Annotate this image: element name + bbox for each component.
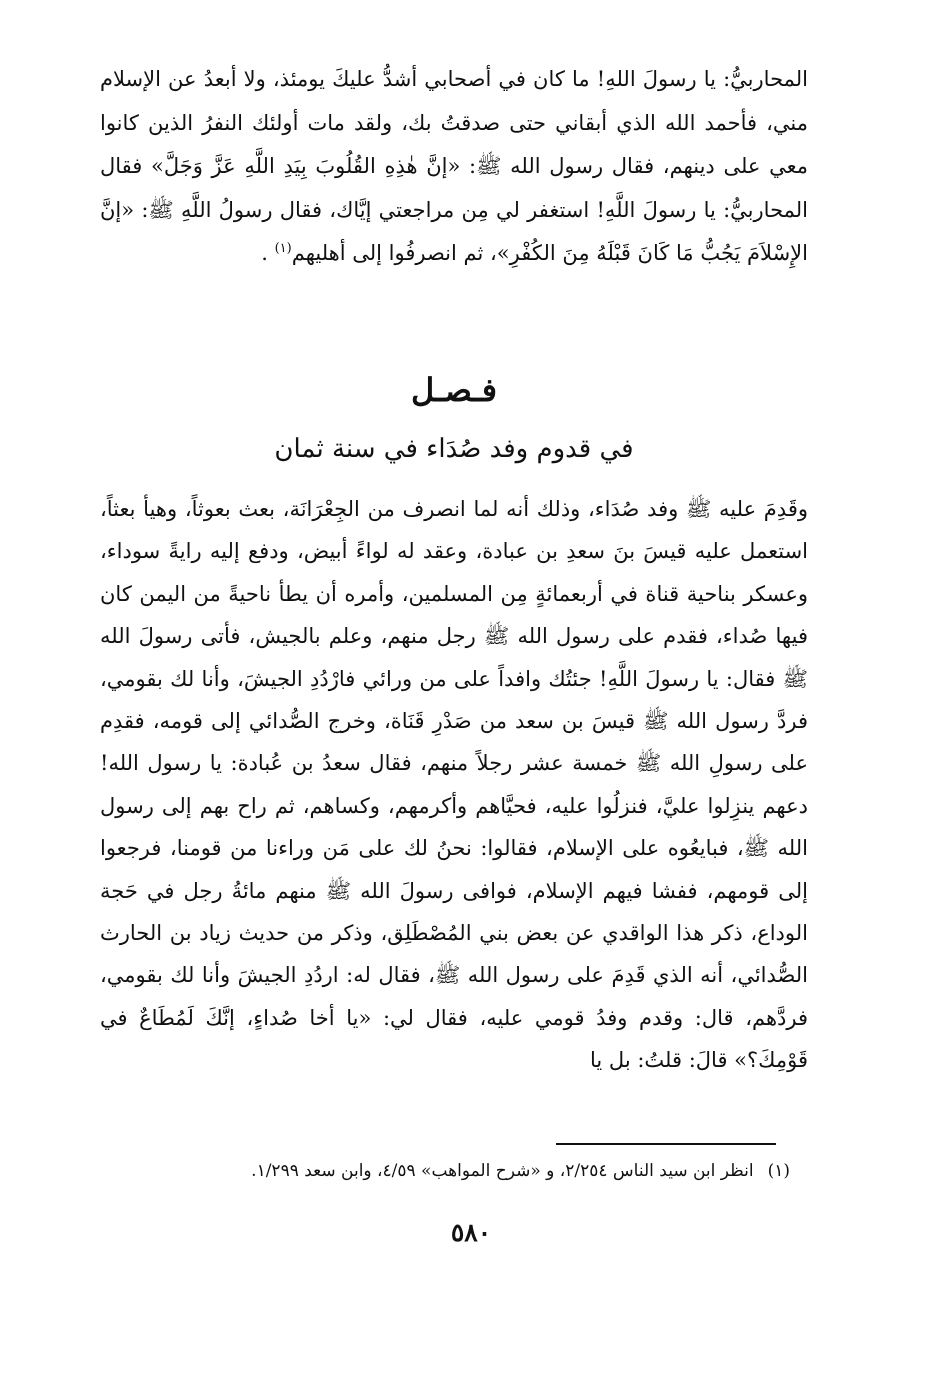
section-subtitle: في قدوم وفد صُدَاء في سنة ثمان: [274, 434, 634, 464]
section-title: فـصـل: [410, 371, 498, 409]
paragraph-main-text: وقَدِمَ عليه ﷺ وفد صُدَاء، وذلك أنه لما انصرف من الجِعْرَانَة، بعث بعوثاً، وهيأ بعثاً، استعمل عليه قيسَ بنَ سعدِ بن عبادة، وعقد له لواءً أبيض، ودفع إليه رايةً سوداء، وعسكر بناحية قناة في أربعمائةٍ مِن المسلمين، وأمره أن يطأ ناحيةً من اليمن كان فيها صُداء، فقدم على رسول الله ﷺ رجل منهم، وعلم بالجيش، فأتى رسولَ الله ﷺ فقال: يا رسولَ اللَّهِ! جئتُك وافداً على من ورائي فارْدُدِ الجيشَ، وأنا لك بقومي، فردَّ رسول الله ﷺ قيسَ بن سعد من صَدْرِ قَنَاة، وخرج الصُّدائي إلى قومه، فقدِم على رسولِ الله ﷺ خمسة عشر رجلاً منهم، فقال سعدُ بن عُبادة: يا رسول الله! دعهم ينزِلوا عليَّ، فنزلُوا عليه، فحيَّاهم وأكرمهم، وكساهم، ثم راح بهم إلى رسول الله ﷺ، فبايعُوه على الإسلام، فقالوا: نحنُ لك على مَن وراءنا من قومنا، فرجعوا إلى قومهم، ففشا فيهم الإسلام، فوافى رسولَ الله ﷺ منهم مائةُ رجل في حَجة الوداع، ذكر هذا الواقدي عن بعض بني المُصْطَلِق، وذكر من حديث زياد بن الحارث الصُّدائي، أنه الذي قَدِمَ على رسول الله ﷺ، فقال له: اردُدِ الجيشَ وأنا لك بقومي، فردَّهم، قال: وقدم وفدُ قومي عليه، فقال لي: «يا أخا صُداءٍ، إنَّكَ لَمُطَاعٌ في قَوْمِكَ؟» قالَ: قلتُ: بل يا: [100, 497, 808, 1073]
footnote: [100, 1156, 790, 1186]
footnote-divider: [556, 1143, 776, 1145]
paragraph-continued-end: .: [261, 241, 275, 265]
paragraph-continued-text: المحاربيُّ: يا رسولَ اللهِ! ما كان في أصحابي أشدُّ عليكَ يومئذ، ولا أبعدُ عن الإسلام مني، فأحمد الله الذي أبقاني حتى صدقتُ بك، ولقد مات أولئك النفرُ الذين كانوا معي على دينهم، فقال رسول الله ﷺ: «إنَّ هٰذِهِ القُلُوبَ بِيَدِ اللَّهِ عَزَّ وَجَلَّ» فقال المحاربيُّ: يا رسولَ اللَّهِ! استغفر لي مِن مراجعتي إيَّاك، فقال رسولُ اللَّهِ ﷺ: «إنَّ الإِسْلاَمَ يَجُبُّ مَا كَانَ قَبْلَهُ مِنَ الكُفْرِ»، ثم انصرفُوا إلى أهليهم: [100, 67, 808, 265]
footnote-number: (١): [767, 1161, 790, 1181]
paragraph-main: [100, 488, 808, 1082]
footnote-text: انظر ابن سيد الناس ٢/٢٥٤، و «شرح المواهب» ٤/٥٩، وابن سعد ١/٢٩٩.: [251, 1161, 754, 1181]
paragraph-continued: [100, 58, 808, 276]
footnote-reference: (١): [274, 241, 292, 256]
page-number: ٥٨٠: [450, 1218, 492, 1247]
